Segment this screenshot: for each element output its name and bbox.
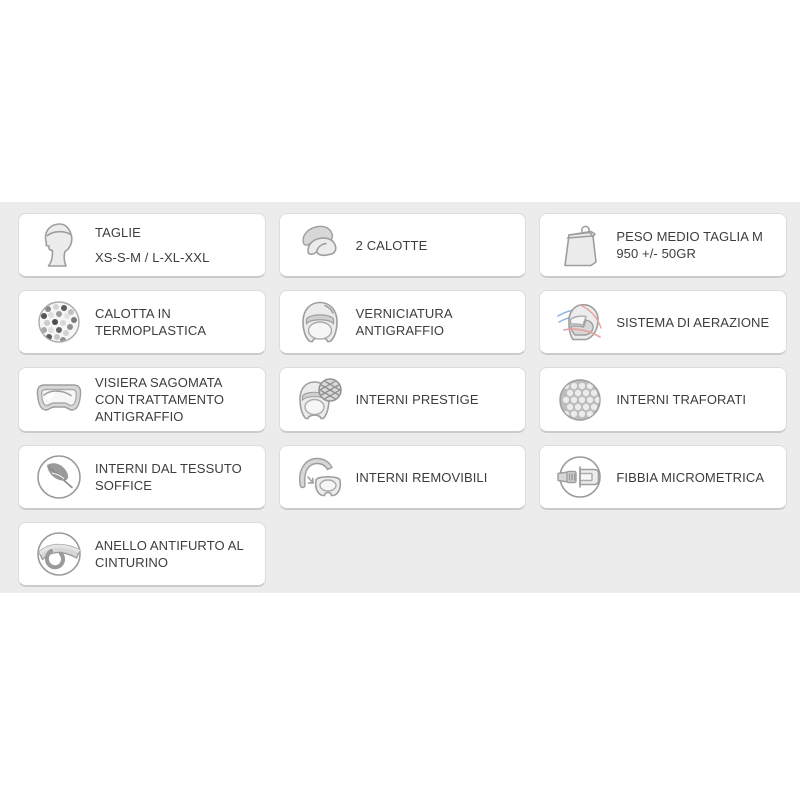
- card-taglie: [18, 213, 266, 278]
- antitheft-ring-icon: [35, 530, 83, 578]
- card-calotta-termoplastica: [18, 290, 266, 355]
- open-face-helmet-icon: [296, 298, 344, 346]
- head-icon: [35, 221, 83, 269]
- feature-label: INTERNI DAL TESSUTO SOFFICE: [95, 461, 242, 493]
- prestige-interior-icon: [296, 376, 344, 424]
- card-interni-prestige: [279, 367, 527, 433]
- card-peso-medio: [539, 213, 787, 278]
- card-fibbia-micrometrica: [539, 445, 787, 510]
- feature-label: INTERNI PRESTIGE: [355, 392, 479, 407]
- features-section: [0, 202, 800, 593]
- feature-label: CALOTTA IN TERMOPLASTICA: [95, 306, 207, 338]
- card-interni-removibili: [279, 445, 527, 510]
- feature-sublabel: XS-S-M / L-XL-XXL: [95, 250, 210, 265]
- card-anello-antifurto: [18, 522, 266, 587]
- card-sistema-aerazione: [539, 290, 787, 355]
- card-interni-tessuto-soffice: [18, 445, 266, 510]
- ventilation-helmet-icon: [556, 298, 604, 346]
- perforated-interior-icon: [556, 376, 604, 424]
- feature-label: TAGLIE: [95, 225, 141, 240]
- feature-label-group: [95, 224, 209, 266]
- feature-label: FIBBIA MICROMETRICA: [616, 469, 765, 485]
- removable-interior-icon: [296, 453, 344, 501]
- micrometric-buckle-icon: [556, 453, 604, 501]
- feature-label: 2 CALOTTE: [355, 237, 428, 253]
- weight-icon: [556, 221, 604, 269]
- feather-icon: [35, 453, 83, 501]
- card-interni-traforati: [539, 367, 787, 433]
- features-grid: [0, 202, 800, 587]
- feature-label: SISTEMA DI AERAZIONE: [616, 314, 770, 330]
- feature-label: VISIERA SAGOMATA CON TRATTAMENTO ANTIGRAFFIO: [95, 375, 225, 424]
- feature-label: PESO MEDIO TAGLIA M 950 +/- 50GR: [616, 229, 763, 261]
- feature-label: VERNICIATURA ANTIGRAFFIO: [355, 306, 452, 338]
- helmet-shells-icon: [296, 221, 344, 269]
- thermoplastic-shell-icon: [35, 298, 83, 346]
- card-verniciatura-antigraffio: [279, 290, 527, 355]
- feature-label: INTERNI TRAFORATI: [616, 392, 747, 407]
- card-visiera-sagomata: [18, 367, 266, 433]
- card-2-calotte: [279, 213, 527, 278]
- feature-label: ANELLO ANTIFURTO AL CINTURINO: [95, 538, 244, 570]
- feature-label: INTERNI REMOVIBILI: [355, 469, 488, 485]
- visor-icon: [35, 376, 83, 424]
